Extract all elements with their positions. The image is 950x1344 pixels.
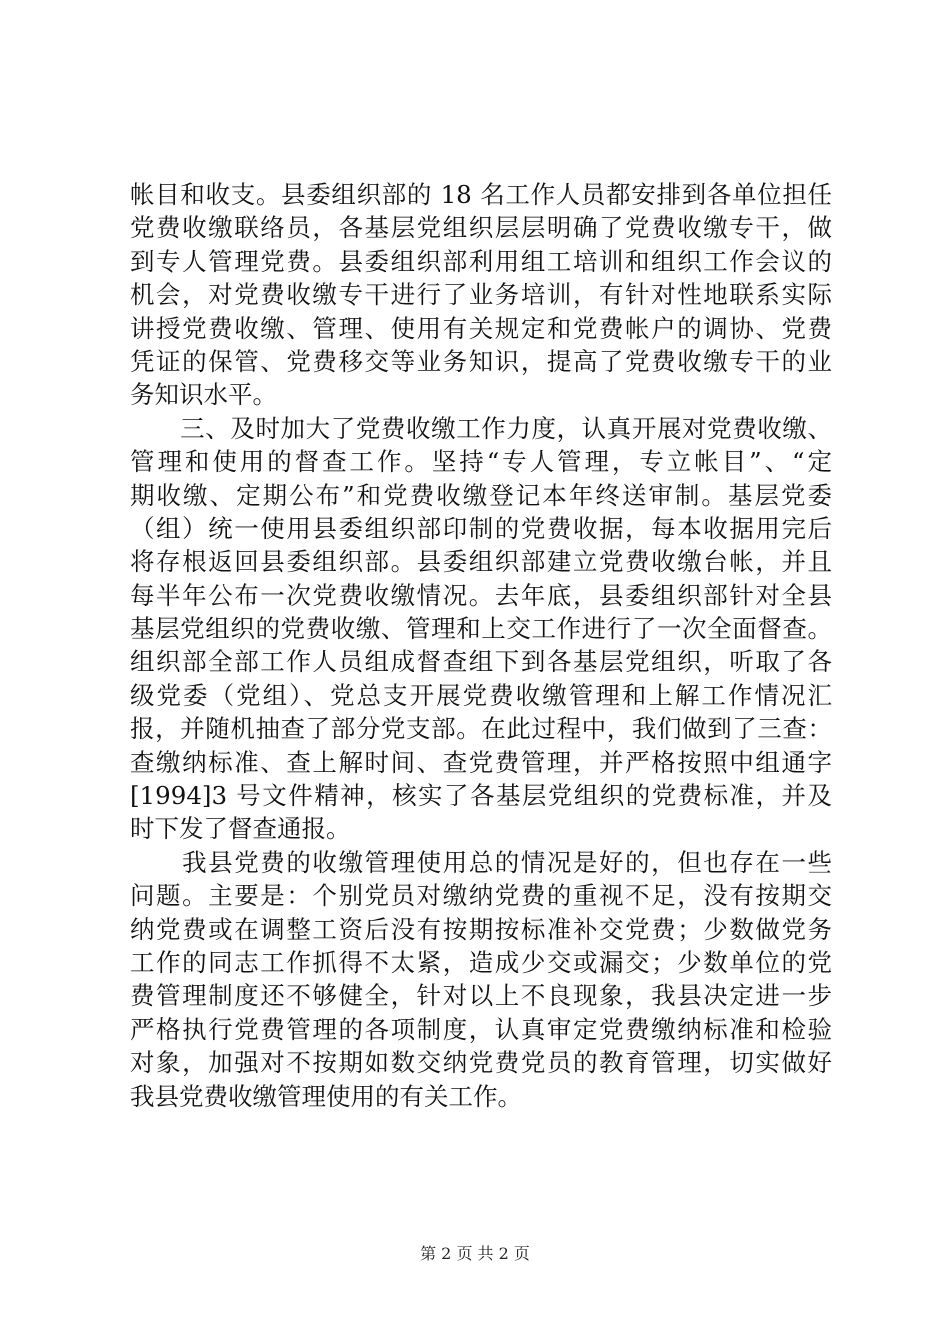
document-body — [130, 178, 832, 1113]
text-line: 纳党费或在调整工资后没有按期按标准补交党费；少数做党务 — [130, 914, 832, 944]
text-line: 务知识水平。 — [130, 380, 277, 410]
text-line: 期收缴、定期公布”和党费收缴登记本年终送审制。基层党委 — [130, 480, 832, 510]
text-line: 机会，对党费收缴专干进行了业务培训，有针对性地联系实际 — [130, 280, 832, 310]
text-line: 凭证的保管、党费移交等业务知识，提高了党费收缴专干的业 — [130, 346, 832, 376]
text-line: 严格执行党费管理的各项制度，认真审定党费缴纳标准和检验 — [130, 1014, 832, 1044]
text-line: 我县党费收缴管理使用的有关工作。 — [130, 1081, 522, 1111]
text-line: 党费收缴联络员，各基层党组织层层明确了党费收缴专干，做 — [130, 213, 832, 243]
text-line: 查缴纳标准、查上解时间、查党费管理，并严格按照中组通字 — [130, 747, 832, 777]
text-line: [1994]3 号文件精神，核实了各基层党组织的党费标准，并及 — [130, 781, 832, 811]
text-line: 时下发了督查通报。 — [130, 814, 351, 844]
text-line: 讲授党费收缴、管理、使用有关规定和党费帐户的调协、党费 — [130, 313, 832, 343]
page-number-footer: 第 2 页 共 2 页 — [420, 1244, 530, 1263]
text-line: 到专人管理党费。县委组织部利用组工培训和组织工作会议的 — [130, 246, 832, 276]
text-line: 组织部全部工作人员组成督查组下到各基层党组织，听取了各 — [130, 647, 832, 677]
text-line: 我县党费的收缴管理使用总的情况是好的，但也存在一些 — [130, 847, 832, 877]
text-line: 问题。主要是：个别党员对缴纳党费的重视不足，没有按期交 — [130, 881, 832, 911]
text-line: 将存根返回县委组织部。县委组织部建立党费收缴台帐，并且 — [130, 547, 832, 577]
text-line: 管理和使用的督查工作。坚持“专人管理，专立帐目”、“定 — [130, 447, 832, 477]
text-line: （组）统一使用县委组织部印制的党费收据，每本收据用完后 — [130, 513, 832, 543]
text-line: 级党委（党组）、党总支开展党费收缴管理和上解工作情况汇 — [130, 680, 832, 710]
text-line: 工作的同志工作抓得不太紧，造成少交或漏交；少数单位的党 — [130, 947, 832, 977]
text-line: 每半年公布一次党费收缴情况。去年底，县委组织部针对全县 — [130, 580, 832, 610]
text-line: 三、及时加大了党费收缴工作力度，认真开展对党费收缴、 — [130, 413, 832, 443]
text-line: 费管理制度还不够健全，针对以上不良现象，我县决定进一步 — [130, 981, 832, 1011]
text-line: 帐目和收支。县委组织部的 18 名工作人员都安排到各单位担任 — [130, 180, 832, 209]
text-line: 基层党组织的党费收缴、管理和上交工作进行了一次全面督查。 — [130, 614, 832, 644]
text-line: 报，并随机抽查了部分党支部。在此过程中，我们做到了三查： — [130, 714, 832, 744]
text-line: 对象，加强对不按期如数交纳党费党员的教育管理，切实做好 — [130, 1048, 832, 1078]
